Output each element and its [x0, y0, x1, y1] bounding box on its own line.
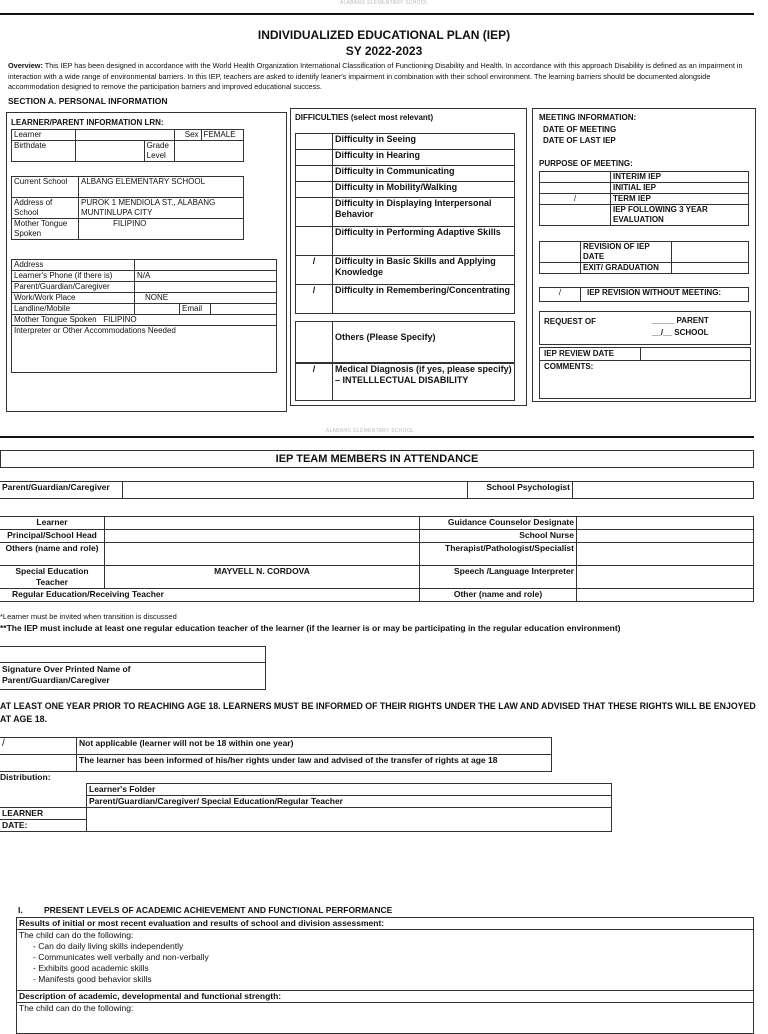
difficulty-row: [296, 134, 515, 150]
meeting-title: MEETING INFORMATION:: [539, 113, 637, 122]
sex-label: Sex: [175, 130, 201, 141]
difficulty-label: Difficulty in Seeing: [333, 134, 515, 150]
without-table: [539, 287, 749, 302]
medical-label: Medical Diagnosis (if yes, please specify) – INTELLLECTUAL DISABILITY: [333, 364, 515, 401]
results-list-item: - Exhibits good academic skills: [33, 963, 751, 974]
purpose-label: IEP FOLLOWING 3 YEAR EVALUATION: [611, 205, 749, 226]
current-school-value: ALBANG ELEMENTARY SCHOOL: [79, 177, 244, 198]
difficulty-label: Difficulty in Basic Skills and Applying Knowledge: [333, 256, 515, 285]
team-table: [0, 516, 754, 602]
page2-rule: [0, 436, 754, 438]
request-box: [539, 311, 751, 345]
meeting-box: [532, 108, 756, 402]
team-title: IEP TEAM MEMBERS IN ATTENDANCE: [1, 451, 754, 468]
difficulties-table: [295, 133, 515, 314]
distribution-date: DATE:: [0, 820, 87, 832]
results-list-item: - Can do daily living skills independently: [33, 941, 751, 952]
purpose-title: PURPOSE OF MEETING:: [539, 159, 633, 168]
school-option: SCHOOL: [674, 328, 709, 337]
purpose-row: [540, 194, 749, 205]
school-table: [11, 176, 244, 240]
date-meeting: DATE OF MEETING: [543, 125, 617, 134]
signature-label: Signature Over Printed Name of Parent/Guardian/Caregiver: [2, 664, 131, 685]
present-levels-number: I.: [18, 905, 23, 915]
results-intro: The child can do the following:: [19, 930, 134, 940]
team-psychologist-label: School Psychologist: [468, 482, 573, 499]
difficulty-label: Difficulty in Displaying Interpersonal Behavior: [333, 198, 515, 227]
difficulty-label: Difficulty in Remembering/Concentrating: [333, 285, 515, 314]
mother-tongue2-label: Mother Tongue Spoken: [14, 315, 97, 324]
difficulty-checkbox[interactable]: [296, 198, 333, 227]
team-principal-label: Principal/School Head: [0, 530, 105, 543]
team-parent-label: Parent/Guardian/Caregiver: [0, 482, 123, 499]
team-psychologist-field[interactable]: [573, 482, 754, 499]
difficulty-row: [296, 198, 515, 227]
section-a-title: SECTION A. PERSONAL INFORMATION: [8, 96, 168, 106]
mother-tongue2-value: FILIPINO: [103, 315, 137, 324]
difficulty-label: Difficulty in Mobility/Walking: [333, 182, 515, 198]
age18-mark-1[interactable]: /: [0, 738, 77, 755]
purpose-checkbox[interactable]: [540, 205, 611, 226]
work-value: NONE: [135, 293, 277, 304]
purpose-row: [540, 183, 749, 194]
difficulty-label: Difficulty in Communicating: [333, 166, 515, 182]
team-therapist-label: Therapist/Pathologist/Specialist: [420, 543, 577, 566]
distribution-folder: Learner's Folder: [87, 784, 612, 796]
age18-mark-2[interactable]: [0, 755, 77, 772]
difficulty-checkbox[interactable]: [296, 182, 333, 198]
top-rule: [0, 13, 754, 15]
sex-value: FEMALE: [201, 130, 243, 141]
distribution-learner: LEARNER: [0, 808, 87, 820]
difficulty-label: Difficulty in Performing Adaptive Skills: [333, 227, 515, 256]
age18-notice: AT LEAST ONE YEAR PRIOR TO REACHING AGE 18. LEARNERS MUST BE INFORMED OF THEIR RIGHTS UNDER THE LAW AND ADVISED THAT THESE RIGHTS WILL BE ENJOYED AT AGE 18.: [0, 701, 756, 724]
birthdate-label: Birthdate: [12, 141, 76, 162]
results-label: Results of initial or most recent evaluation and results of school and division assessment:: [17, 918, 754, 930]
difficulty-label: Difficulty in Hearing: [333, 150, 515, 166]
difficulty-row: [296, 182, 515, 198]
difficulty-checkbox[interactable]: [296, 227, 333, 256]
purpose-row: [540, 205, 749, 226]
review-box: [539, 347, 751, 399]
team-nurse-label: School Nurse: [420, 530, 577, 543]
difficulty-row: [296, 285, 515, 314]
purpose-label: INTERIM IEP: [611, 172, 749, 183]
team-learner-label: Learner: [0, 517, 105, 530]
distribution-table: [0, 783, 612, 832]
strength-intro: The child can do the following:: [17, 1003, 754, 1034]
age18-row-2: The learner has been informed of his/her rights under law and advised of the transfer of rights at age 18: [77, 755, 552, 772]
page-title: INDIVIDUALIZED EDUCATIONAL PLAN (IEP): [257, 28, 511, 42]
medical-table: [295, 363, 515, 401]
exit-label: EXIT/ GRADUATION: [581, 263, 672, 274]
overview-text: This IEP has been designed in accordance with the World Health Organization International Classification of Functioning Disability and Health. In accordance with this approach Disability is defined as an impairment in interaction with a wide range of environmental barriers. In this IEP, teachers are asked to identify leaner's impairment in combination with their school environment. The learning barriers should be documented alongside accommodation designed to remove the participation barriers and improved educational success.: [8, 61, 743, 91]
faint-header: ALABANG ELEMENTARY SCHOOL: [339, 0, 429, 6]
present-levels-heading: [18, 905, 392, 915]
team-parent-field[interactable]: [123, 482, 468, 499]
phone-value: N/A: [135, 271, 277, 282]
parent-label: Parent/Guardian/Caregiver: [12, 282, 135, 293]
present-levels-title: PRESENT LEVELS OF ACADEMIC ACHIEVEMENT AND FUNCTIONAL PERFORMANCE: [44, 905, 393, 915]
interpreter-label: Interpreter or Other Accommodations Needed: [12, 326, 277, 373]
strength-label: Description of academic, developmental and functional strength:: [17, 991, 754, 1003]
without-mark[interactable]: /: [540, 288, 581, 302]
mother-tongue-value: FILIPINO: [79, 219, 244, 240]
school-year: SY 2022-2023: [345, 44, 423, 58]
age18-table: [0, 737, 552, 772]
team-regular-label: Regular Education/Receiving Teacher: [0, 589, 420, 602]
grade-label: Grade Level: [144, 141, 175, 162]
age18-row-1: Not applicable (learner will not be 18 within one year): [77, 738, 552, 755]
team-sped-value[interactable]: MAYVELL N. CORDOVA: [105, 566, 420, 589]
difficulty-checkbox[interactable]: [296, 134, 333, 150]
school-mark[interactable]: __/__: [652, 328, 673, 337]
landline-label: Landline/Mobile: [12, 304, 135, 315]
difficulty-row: [296, 227, 515, 256]
revision-label: REVISION OF IEP DATE: [581, 242, 672, 263]
overview: [8, 61, 756, 93]
learner-label: Learner: [12, 130, 76, 141]
personal-info-box: [6, 112, 287, 412]
difficulties-title: DIFFICULTIES (select most relevant): [295, 113, 434, 122]
date-last: DATE OF LAST IEP: [543, 136, 616, 145]
review-label: IEP REVIEW DATE: [544, 349, 614, 358]
team-guidance-label: Guidance Counselor Designate: [420, 517, 577, 530]
purpose-checkbox[interactable]: /: [540, 194, 611, 205]
address-school-label: Address of School: [12, 198, 79, 219]
signature-box: [0, 646, 266, 690]
others-label: Others (Please Specify): [333, 322, 515, 363]
team-note-1: *Learner must be invited when transition is discussed: [0, 612, 177, 621]
purpose-table: [539, 171, 749, 226]
team-note-2: **The IEP must include at least one regular education teacher of the learner (if the learner is or may be participating in the regular education environment): [0, 623, 621, 633]
difficulty-checkbox[interactable]: [296, 166, 333, 182]
email-label: Email: [180, 304, 211, 315]
phone-label: Learner's Phone (if there is): [12, 271, 135, 282]
results-list-item: - Communicates well verbally and non-verbally: [33, 952, 751, 963]
medical-mark[interactable]: /: [296, 364, 333, 401]
results-list: [19, 941, 751, 985]
purpose-checkbox[interactable]: [540, 172, 611, 183]
difficulty-checkbox[interactable]: [296, 150, 333, 166]
team-title-table: [0, 450, 754, 468]
team-other-name-label: Other (name and role): [420, 589, 577, 602]
team-top-table: [0, 481, 754, 499]
parent-option: PARENT: [676, 316, 709, 325]
learner-table: [11, 129, 244, 162]
address-label: Address: [12, 260, 135, 271]
difficulty-row: [296, 166, 515, 182]
difficulty-checkbox[interactable]: /: [296, 285, 333, 314]
purpose-checkbox[interactable]: [540, 183, 611, 194]
personal-box-title: LEARNER/PARENT INFORMATION LRN:: [11, 118, 164, 127]
purpose-row: [540, 172, 749, 183]
contact-table: [11, 259, 277, 373]
mother-tongue-label: Mother Tongue Spoken: [12, 219, 79, 240]
distribution-copies: Parent/Guardian/Caregiver/ Special Education/Regular Teacher: [87, 796, 612, 808]
present-levels-table: [16, 917, 754, 1034]
address-school-value: PUROK 1 MENDIOLA ST., ALABANG MUNTINLUPA CITY: [79, 198, 244, 219]
distribution-label: Distribution:: [0, 772, 51, 782]
difficulty-row: [296, 256, 515, 285]
team-sped-label: Special Education Teacher: [0, 566, 105, 589]
others-table: [295, 321, 515, 363]
work-label: Work/Work Place: [12, 293, 135, 304]
faint-header-2: ALABANG ELEMENTARY SCHOOL: [325, 428, 415, 434]
difficulty-row: [296, 150, 515, 166]
team-others-label: Others (name and role): [0, 543, 105, 566]
team-speech-label: Speech /Language Interpreter: [420, 566, 577, 589]
parent-mark[interactable]: _____: [652, 316, 675, 325]
current-school-label: Current School: [12, 177, 79, 198]
difficulty-checkbox[interactable]: /: [296, 256, 333, 285]
without-label: IEP REVISION WITHOUT MEETING:: [581, 288, 749, 302]
results-list-item: - Manifests good behavior skills: [33, 974, 751, 985]
purpose-label: INITIAL IEP: [611, 183, 749, 194]
others-mark[interactable]: [296, 322, 333, 363]
request-label: REQUEST OF: [544, 317, 597, 326]
comments-label: COMMENTS:: [544, 362, 594, 371]
overview-label: Overview:: [8, 61, 43, 70]
revision-table: [539, 241, 749, 274]
difficulties-box: [290, 108, 527, 406]
purpose-label: TERM IEP: [611, 194, 749, 205]
